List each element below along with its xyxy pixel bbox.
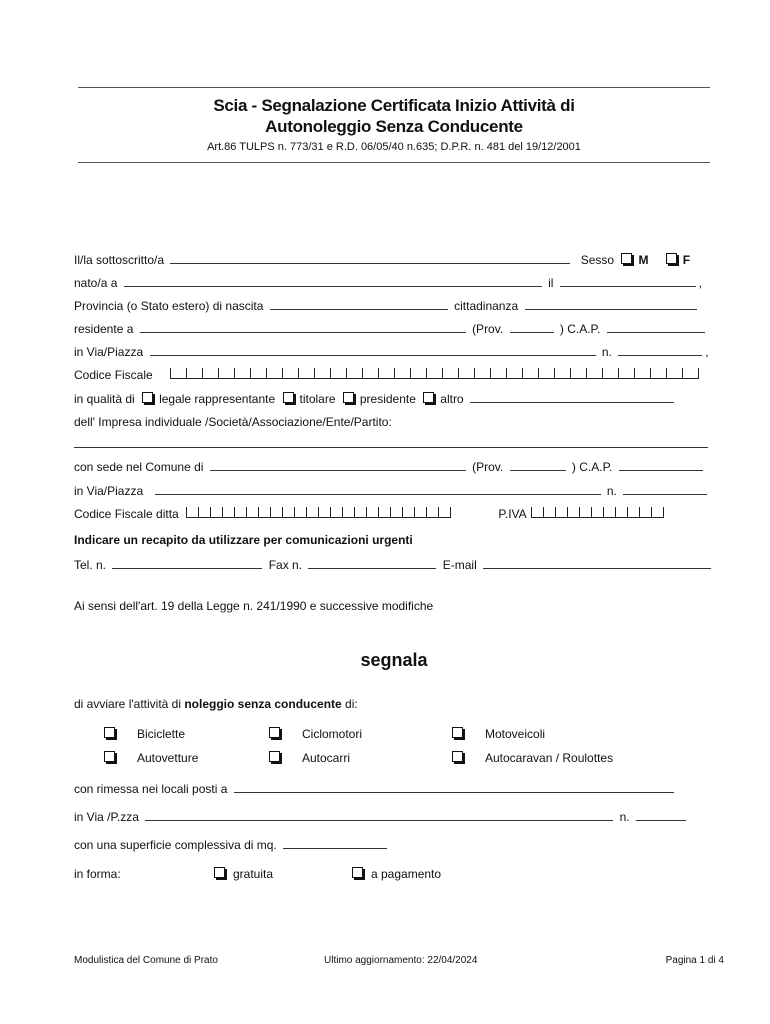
field-sottoscritto[interactable] xyxy=(170,252,570,264)
label-residente: residente a xyxy=(74,322,134,336)
checkbox-pagamento[interactable] xyxy=(352,867,363,878)
field-luogo-nascita[interactable] xyxy=(124,275,542,287)
checkbox-f[interactable] xyxy=(666,253,677,264)
header-bottom-rule xyxy=(78,162,710,163)
row-impresa-field xyxy=(74,436,714,451)
label-qualita: in qualità di xyxy=(74,392,135,406)
label-numero: n. xyxy=(601,345,612,359)
option-autocaravan[interactable] xyxy=(448,751,613,765)
checkbox-legale[interactable] xyxy=(142,392,153,403)
label-sede-via: in Via/Piazza xyxy=(74,484,144,498)
field-sede[interactable] xyxy=(210,459,466,471)
label-sede-prov: (Prov. xyxy=(472,460,504,474)
checkbox-biciclette[interactable] xyxy=(104,727,115,738)
label-codice-fiscale: Codice Fiscale xyxy=(74,368,153,382)
title-line-2: Autonoleggio Senza Conducente xyxy=(265,117,523,136)
checkbox-gratuita[interactable] xyxy=(214,867,225,878)
top-rule xyxy=(78,87,710,88)
subtitle: Art.86 TULPS n. 773/31 e R.D. 06/05/40 n.635; D.P.R. n. 481 del 19/12/2001 xyxy=(207,141,581,153)
label-rimessa-numero: n. xyxy=(619,810,630,824)
row-cf-ditta xyxy=(74,507,714,521)
label-prov: (Prov. xyxy=(472,322,504,336)
field-email[interactable] xyxy=(483,557,711,569)
field-sede-prov[interactable] xyxy=(510,459,566,471)
checkbox-autovetture[interactable] xyxy=(104,751,115,762)
text-legge: Ai sensi dell'art. 19 della Legge n. 241/1990 e successive modifiche xyxy=(74,599,434,613)
row-rimessa xyxy=(74,781,714,796)
label-legale: legale rappresentante xyxy=(159,392,276,406)
label-impresa: dell' Impresa individuale /Società/Associazione/Ente/Partito: xyxy=(74,415,392,429)
label-altro: altro xyxy=(440,392,464,406)
heading-segnala: segnala xyxy=(360,650,428,670)
label-il: il xyxy=(548,276,554,290)
row-nato: nato/a a il , xyxy=(74,276,703,290)
label-sottoscritto: Il/la sottoscritto/a xyxy=(74,253,165,267)
label-piva: P.IVA xyxy=(498,507,526,521)
label-ciclomotori: Ciclomotori xyxy=(302,727,363,741)
field-piva[interactable] xyxy=(531,507,664,521)
field-fax[interactable] xyxy=(308,557,436,569)
field-rimessa-numero[interactable] xyxy=(636,809,686,821)
label-superficie: con una superficie complessiva di mq. xyxy=(74,838,277,852)
label-gratuita: gratuita xyxy=(233,867,274,881)
label-email: E-mail xyxy=(442,558,477,572)
footer-page: Pagina 1 di 4 xyxy=(665,955,724,966)
field-impresa[interactable] xyxy=(74,436,708,448)
label-f: F xyxy=(682,253,691,267)
field-cap[interactable] xyxy=(607,321,705,333)
checkbox-autocaravan[interactable] xyxy=(452,751,463,762)
footer-center: Ultimo aggiornamento: 22/04/2024 xyxy=(324,955,478,966)
label-biciclette: Biciclette xyxy=(137,727,186,741)
label-via: in Via/Piazza xyxy=(74,345,144,359)
checkbox-altro[interactable] xyxy=(423,392,434,403)
label-motoveicoli: Motoveicoli xyxy=(485,727,546,741)
field-prov[interactable] xyxy=(510,321,554,333)
label-recapito: Indicare un recapito da utilizzare per comunicazioni urgenti xyxy=(74,533,413,547)
label-tel: Tel. n. xyxy=(74,558,107,572)
label-titolare: titolare xyxy=(299,392,336,406)
label-cf-ditta: Codice Fiscale ditta xyxy=(74,507,179,521)
row-intro xyxy=(74,697,714,711)
option-pagamento[interactable] xyxy=(348,867,441,881)
intro-post: di: xyxy=(341,697,358,711)
field-rimessa-via[interactable] xyxy=(145,809,613,821)
row-codice-fiscale xyxy=(74,368,714,382)
field-residente[interactable] xyxy=(140,321,466,333)
field-numero[interactable] xyxy=(618,344,702,356)
field-cittadinanza[interactable] xyxy=(525,298,697,310)
row-sottoscritto xyxy=(74,252,714,267)
label-fax: Fax n. xyxy=(268,558,303,572)
checkbox-motoveicoli[interactable] xyxy=(452,727,463,738)
field-rimessa[interactable] xyxy=(234,781,674,793)
checkbox-autocarri[interactable] xyxy=(269,751,280,762)
title-line-1: Scia - Segnalazione Certificata Inizio Attività di xyxy=(213,96,575,115)
footer-left: Modulistica del Comune di Prato xyxy=(74,955,218,966)
intro-pre: di avviare l'attività di xyxy=(74,697,185,711)
label-autovetture: Autovetture xyxy=(137,751,199,765)
label-cittadinanza: cittadinanza xyxy=(454,299,519,313)
row-sede xyxy=(74,459,714,474)
label-forma: in forma: xyxy=(74,867,121,881)
option-autocarri[interactable] xyxy=(265,751,350,765)
row-superficie xyxy=(74,837,714,852)
field-sede-numero[interactable] xyxy=(623,483,707,495)
checkbox-m[interactable] xyxy=(621,253,632,264)
field-provincia[interactable] xyxy=(270,298,448,310)
label-presidente: presidente xyxy=(359,392,416,406)
label-sesso: Sesso xyxy=(580,253,615,267)
label-pagamento: a pagamento xyxy=(371,867,442,881)
row-contatti xyxy=(74,557,714,572)
field-altro[interactable] xyxy=(470,391,674,403)
label-autocaravan: Autocaravan / Roulottes xyxy=(485,751,614,765)
field-via[interactable] xyxy=(150,344,596,356)
label-cap: ) C.A.P. xyxy=(559,322,601,336)
label-sede-cap: ) C.A.P. xyxy=(571,460,613,474)
option-biciclette[interactable] xyxy=(100,727,185,741)
label-rimessa-via: in Via /P.zza xyxy=(74,810,139,824)
label-rimessa: con rimessa nei locali posti a xyxy=(74,782,228,796)
field-sede-via[interactable] xyxy=(155,483,601,495)
row-via: in Via/Piazza n. , xyxy=(74,345,709,359)
label-sede: con sede nel Comune di xyxy=(74,460,204,474)
field-sede-cap[interactable] xyxy=(619,459,703,471)
option-gratuita[interactable] xyxy=(210,867,273,881)
row-qualita xyxy=(74,391,714,406)
label-autocarri: Autocarri xyxy=(302,751,351,765)
row-residente xyxy=(74,321,714,336)
field-cf-ditta[interactable] xyxy=(186,507,451,521)
label-m: M xyxy=(638,253,649,267)
checkbox-presidente[interactable] xyxy=(343,392,354,403)
field-codice-fiscale[interactable] xyxy=(170,368,699,382)
label-provincia: Provincia (o Stato estero) di nascita xyxy=(74,299,264,313)
label-nato: nato/a a xyxy=(74,276,118,290)
field-data-nascita[interactable] xyxy=(560,275,696,287)
field-tel[interactable] xyxy=(112,557,262,569)
field-superficie[interactable] xyxy=(283,837,387,849)
option-motoveicoli[interactable] xyxy=(448,727,545,741)
row-sede-via xyxy=(74,483,714,498)
checkbox-titolare[interactable] xyxy=(283,392,294,403)
option-ciclomotori[interactable] xyxy=(265,727,362,741)
option-autovetture[interactable] xyxy=(100,751,198,765)
intro-bold: noleggio senza conducente xyxy=(184,697,342,711)
label-sede-numero: n. xyxy=(606,484,617,498)
checkbox-ciclomotori[interactable] xyxy=(269,727,280,738)
row-rimessa-via xyxy=(74,809,714,824)
row-provincia xyxy=(74,298,714,313)
